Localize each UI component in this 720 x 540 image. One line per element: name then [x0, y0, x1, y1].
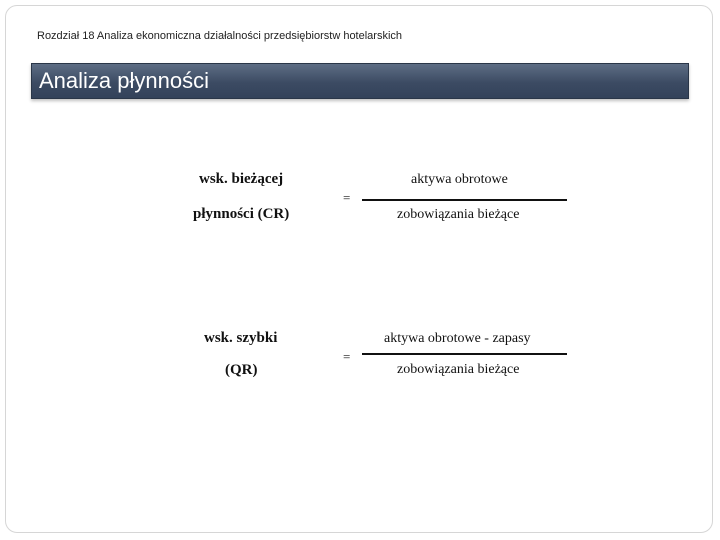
title-bar — [31, 63, 689, 99]
formula-name-line1: wsk. szybki — [204, 330, 278, 346]
numerator: aktywa obrotowe — [411, 172, 508, 187]
denominator: zobowiązania bieżące — [397, 362, 520, 377]
formula-name-line1: wsk. bieżącej — [199, 171, 284, 187]
fraction-line — [362, 199, 567, 201]
formula-name-line2: płynności (CR) — [193, 206, 290, 222]
formula-name-line2: (QR) — [225, 362, 258, 378]
slide-title: Analiza płynności — [39, 68, 209, 93]
fraction-line — [362, 353, 567, 355]
chapter-header: Rozdział 18 Analiza ekonomiczna działalności przedsiębiorstw hotelarskich — [37, 30, 403, 42]
equals-sign: = — [343, 349, 351, 364]
equals-sign: = — [343, 190, 351, 205]
denominator: zobowiązania bieżące — [397, 207, 520, 222]
numerator: aktywa obrotowe - zapasy — [384, 331, 531, 346]
